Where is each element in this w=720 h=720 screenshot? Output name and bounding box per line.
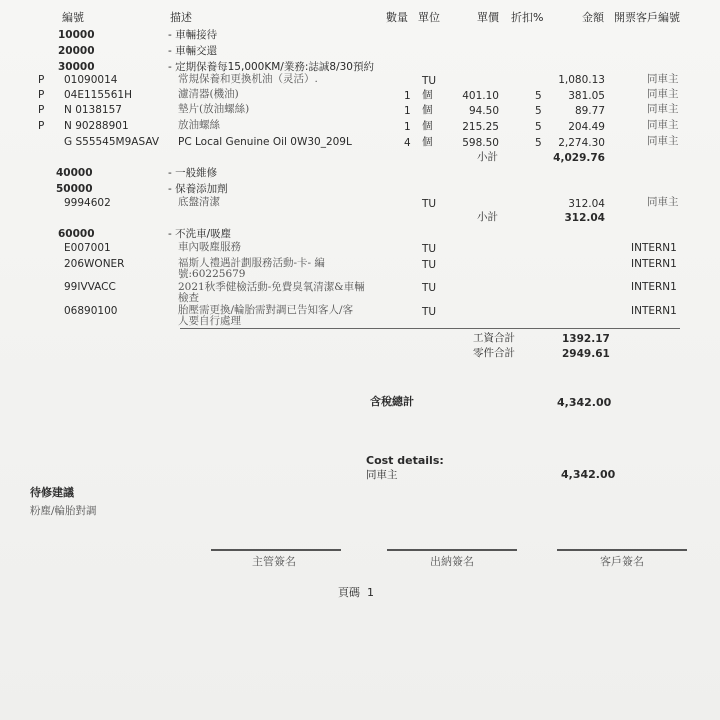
group-desc: - 車輛接待 (168, 29, 218, 41)
row-unit: 個 (422, 120, 433, 132)
cost-details-party: 同車主 (366, 469, 398, 481)
col-header-disc: 折扣% (511, 11, 544, 24)
row-unit: TU (422, 306, 437, 318)
cost-details-label: Cost details: (366, 454, 444, 467)
row-unit: 個 (422, 104, 433, 116)
row-desc: 福斯人禮遇計劃服務活動-卡- 編 (178, 257, 325, 269)
row-unit: TU (422, 75, 437, 87)
subtotal-value: 312.04 (564, 212, 605, 224)
col-header-desc: 描述 (170, 11, 192, 24)
row-disc: 5 (535, 90, 542, 102)
row-customer: INTERN1 (631, 242, 677, 254)
row-flag: P (38, 89, 45, 101)
row-qty: 1 (404, 105, 411, 117)
group-desc: - 車輛交還 (168, 45, 218, 57)
cashier-signature-label: 出納簽名 (430, 555, 474, 568)
col-header-unit: 單位 (418, 11, 440, 24)
row-desc: PC Local Genuine Oil 0W30_209L (178, 136, 352, 148)
row-unit: TU (422, 259, 437, 271)
row-amount: 1,080.13 (558, 74, 605, 86)
row-disc: 5 (535, 137, 542, 149)
group-code: 10000 (58, 29, 95, 41)
row-code: G S55545M9ASAV (64, 136, 160, 148)
row-amount: 312.04 (568, 198, 605, 210)
row-amount: 381.05 (568, 90, 605, 102)
row-desc: 胎壓需更換/輪胎需對調已告知客人/客 (178, 304, 354, 316)
row-desc: 墊片(放油螺絲) (178, 103, 250, 115)
row-qty: 4 (404, 137, 411, 149)
group-code: 50000 (56, 183, 93, 195)
row-unit: TU (422, 282, 437, 294)
page-label: 頁碼 (338, 586, 360, 599)
row-code: 99IVVACC (64, 281, 116, 293)
row-code: E007001 (64, 242, 111, 254)
page-number: 1 (367, 586, 374, 599)
row-code: 9994602 (64, 197, 111, 209)
row-desc: 底盤清潔 (178, 196, 220, 208)
row-customer: 同車主 (647, 73, 679, 85)
col-header-qty: 數量 (386, 11, 408, 24)
row-desc-cont: 檢查 (178, 292, 199, 304)
labor-total-value: 1392.17 (562, 333, 610, 345)
row-desc: 放油螺絲 (178, 119, 220, 131)
tax-total-label: 含稅總計 (370, 395, 414, 408)
row-desc: 常規保養和更換机油（灵活）. (178, 73, 318, 85)
subtotal-label: 小計 (477, 211, 498, 223)
group-desc: - 不洗車/吸塵 (168, 228, 232, 240)
col-header-customer: 開票客戶編號 (614, 11, 680, 24)
row-code: 06890100 (64, 305, 118, 317)
parts-total-value: 2949.61 (562, 348, 610, 360)
row-customer: INTERN1 (631, 305, 677, 317)
supervisor-signature-label: 主管簽名 (252, 555, 296, 568)
row-customer: 同車主 (647, 135, 679, 147)
row-amount: 89.77 (574, 105, 605, 117)
row-desc: 濾清器(機油) (178, 88, 239, 100)
row-flag: P (38, 104, 45, 116)
row-flag: P (38, 74, 45, 86)
supervisor-signature-line (211, 549, 341, 551)
customer-signature-label: 客戶簽名 (600, 555, 644, 568)
row-unit: TU (422, 198, 437, 210)
group-code: 20000 (58, 45, 95, 57)
col-header-amount: 金額 (582, 11, 604, 24)
row-disc: 5 (535, 105, 542, 117)
row-code: 206WONER (64, 258, 125, 270)
group-code: 40000 (56, 167, 93, 179)
row-customer: 同車主 (647, 88, 679, 100)
row-unit: 個 (422, 136, 433, 148)
subtotal-label: 小計 (477, 151, 498, 163)
row-unit: TU (422, 243, 437, 255)
row-customer: INTERN1 (631, 281, 677, 293)
row-flag: P (38, 120, 45, 132)
row-amount: 2,274.30 (558, 137, 605, 149)
col-header-code: 編號 (62, 11, 84, 24)
group-desc: - 保養添加劑 (168, 183, 228, 195)
row-price: 215.25 (462, 121, 499, 133)
group-code: 60000 (58, 228, 95, 240)
col-header-price: 單價 (477, 11, 499, 24)
row-code: 01090014 (64, 74, 118, 86)
row-customer: 同車主 (647, 103, 679, 115)
row-qty: 1 (404, 121, 411, 133)
row-amount: 204.49 (568, 121, 605, 133)
row-qty: 1 (404, 90, 411, 102)
totals-divider (180, 328, 680, 329)
row-disc: 5 (535, 121, 542, 133)
customer-signature-line (557, 549, 687, 551)
row-code: N 90288901 (64, 120, 129, 132)
group-code: 30000 (58, 61, 95, 73)
row-price: 94.50 (468, 105, 499, 117)
labor-total-label: 工資合計 (473, 332, 515, 344)
row-desc: 車內吸塵服務 (178, 241, 241, 253)
row-desc: 2021秋季健檢活動-免費臭氧清潔&車輛 (178, 281, 365, 293)
pending-repair-text: 粉塵/輪胎對調 (30, 505, 97, 517)
row-code: N 0138157 (64, 104, 122, 116)
cashier-signature-line (387, 549, 517, 551)
group-desc: - 定期保養每15,000KM/業務:誌誠8/30預約 (168, 61, 374, 73)
cost-details-total: 4,342.00 (561, 468, 616, 481)
row-code: 04E115561H (64, 89, 132, 101)
row-customer: 同車主 (647, 119, 679, 131)
row-unit: 個 (422, 89, 433, 101)
row-customer: INTERN1 (631, 258, 677, 270)
row-price: 401.10 (462, 90, 499, 102)
row-price: 598.50 (462, 137, 499, 149)
tax-total-value: 4,342.00 (557, 396, 612, 409)
row-desc-cont: 人要自行處理 (178, 315, 241, 327)
row-desc-cont: 號:60225679 (178, 268, 246, 280)
row-customer: 同車主 (647, 196, 679, 208)
group-desc: - 一般維修 (168, 167, 218, 179)
pending-repair-title: 待修建議 (30, 486, 74, 499)
subtotal-value: 4,029.76 (553, 152, 605, 164)
parts-total-label: 零件合計 (473, 347, 515, 359)
